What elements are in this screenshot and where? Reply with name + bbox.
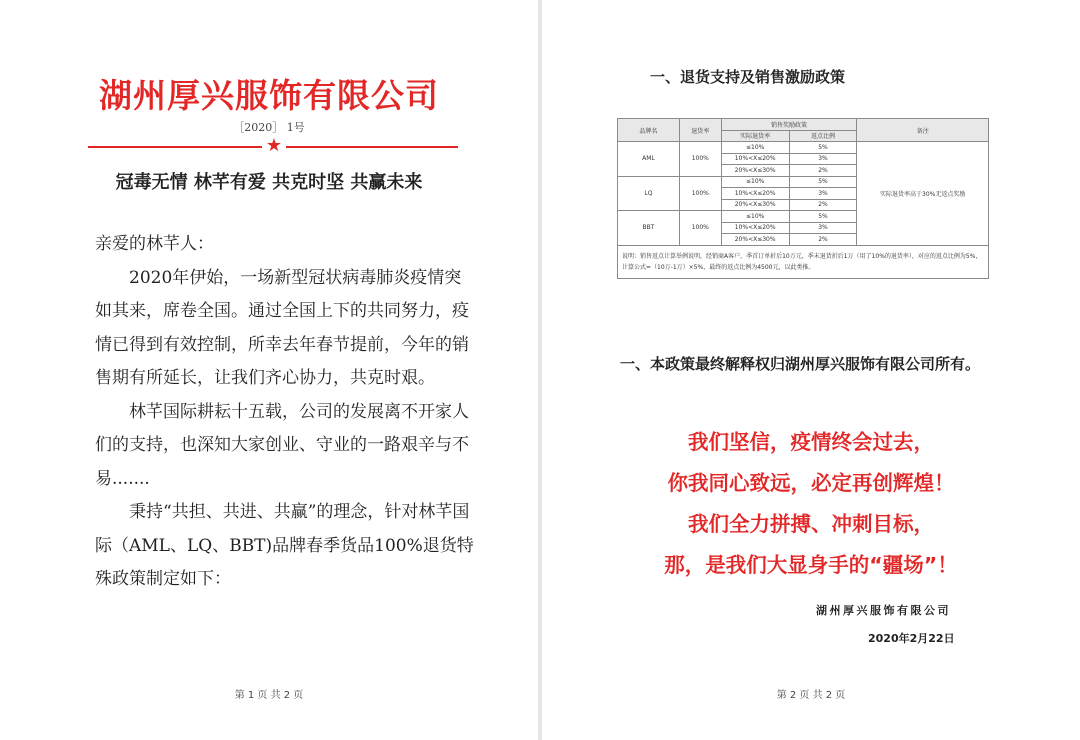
slogan: 冠毒无情 林芊有爱 共克时坚 共赢未来 [115,172,423,193]
cell-ratio: 2% [789,234,857,246]
cell-ratio: 5% [789,142,857,154]
cell-rate: 100% [679,211,721,246]
cell-brand: AML [618,142,680,177]
header-remark: 备注 [857,119,989,142]
paragraph: 2020年伊始，一场新型冠状病毒肺炎疫情突如其来，席卷全国。通过全国上下的共同努力，疫情已得到有效控制，所幸去年春节提前，今年的销售期有所延长，让我们齐心协力，共克时艰。 [95,267,469,388]
cell-brand: BBT [618,211,680,246]
header-brand: 品牌名 [618,119,680,142]
page-footer: 第 1 页 共 2 页 [234,690,304,701]
star-icon: ★ [265,135,283,156]
cell-actual: 20%<X≤30% [721,234,789,246]
cell-actual: 10%<X≤20% [721,222,789,234]
cell-actual: ≤10% [721,211,789,223]
closing-line: 我们坚信，疫情终会过去， [688,430,934,454]
signature-company: 湖州厚兴服饰有限公司 [816,604,951,617]
cell-rate: 100% [679,176,721,211]
company-title: 湖州厚兴服饰有限公司 [99,76,439,115]
closing-message [542,422,1080,586]
header-return-rate: 退货率 [679,119,721,142]
cell-actual: 10%<X≤20% [721,188,789,200]
document-number: ［2020］ 1号 [233,121,305,134]
cell-ratio: 5% [789,176,857,188]
cell-actual: 10%<X≤20% [721,153,789,165]
cell-ratio: 3% [789,188,857,200]
signature-date: 2020年2月22日 [868,632,955,645]
cell-actual: ≤10% [721,176,789,188]
header-actual-return: 实际退货率 [721,130,789,142]
closing-line: 你我同心致远，必定再创辉煌！ [667,471,955,495]
section-2-text: 一、本政策最终解释权归湖州厚兴服饰有限公司所有。 [620,355,981,373]
letter-body [95,228,475,597]
closing-line: 我们全力拼搏、冲刺目标， [688,512,934,536]
cell-remark: 实际退货率高于30%无返点奖励 [857,142,989,246]
cell-rate: 100% [679,142,721,177]
cell-ratio: 3% [789,153,857,165]
page-1 [0,0,538,740]
red-divider-left [88,146,262,148]
cell-actual: 20%<X≤30% [721,165,789,177]
salutation: 亲爱的林芊人： [95,234,214,254]
cell-ratio: 5% [789,211,857,223]
page-footer: 第 2 页 共 2 页 [776,690,846,701]
paragraph: 林芊国际耕耘十五载，公司的发展离不开家人们的支持，也深知大家创业、守业的一路艰辛与不易....... [95,401,469,489]
cell-brand: LQ [618,176,680,211]
cell-ratio: 2% [789,199,857,211]
cell-actual: 20%<X≤30% [721,199,789,211]
header-rebate-ratio: 返点比例 [789,130,857,142]
paragraph: 秉持“共担、共进、共赢”的理念，针对林芊国际（AML、LQ、BBT)品牌春季货品100%退货特殊政策制定如下： [95,502,474,589]
cell-ratio: 2% [789,165,857,177]
policy-table [617,118,989,279]
closing-line: 那，是我们大显身手的“疆场”！ [664,553,958,577]
cell-actual: ≤10% [721,142,789,154]
page-2 [542,0,1080,740]
header-incentive: 销售奖励政策 [721,119,857,131]
red-divider-right [286,146,458,148]
section-1-title: 一、退货支持及销售激励政策 [650,68,846,86]
table-note: 说明：销售返点计算举例说明，经销商A客户，季首订单折后10万元，季末退货折后1万（用了10%的退货率），对应的返点比例为5%，计算公式=（10万-1万）×5%，最终的返点比例为4500元，以此类推。 [618,245,989,278]
cell-ratio: 3% [789,222,857,234]
